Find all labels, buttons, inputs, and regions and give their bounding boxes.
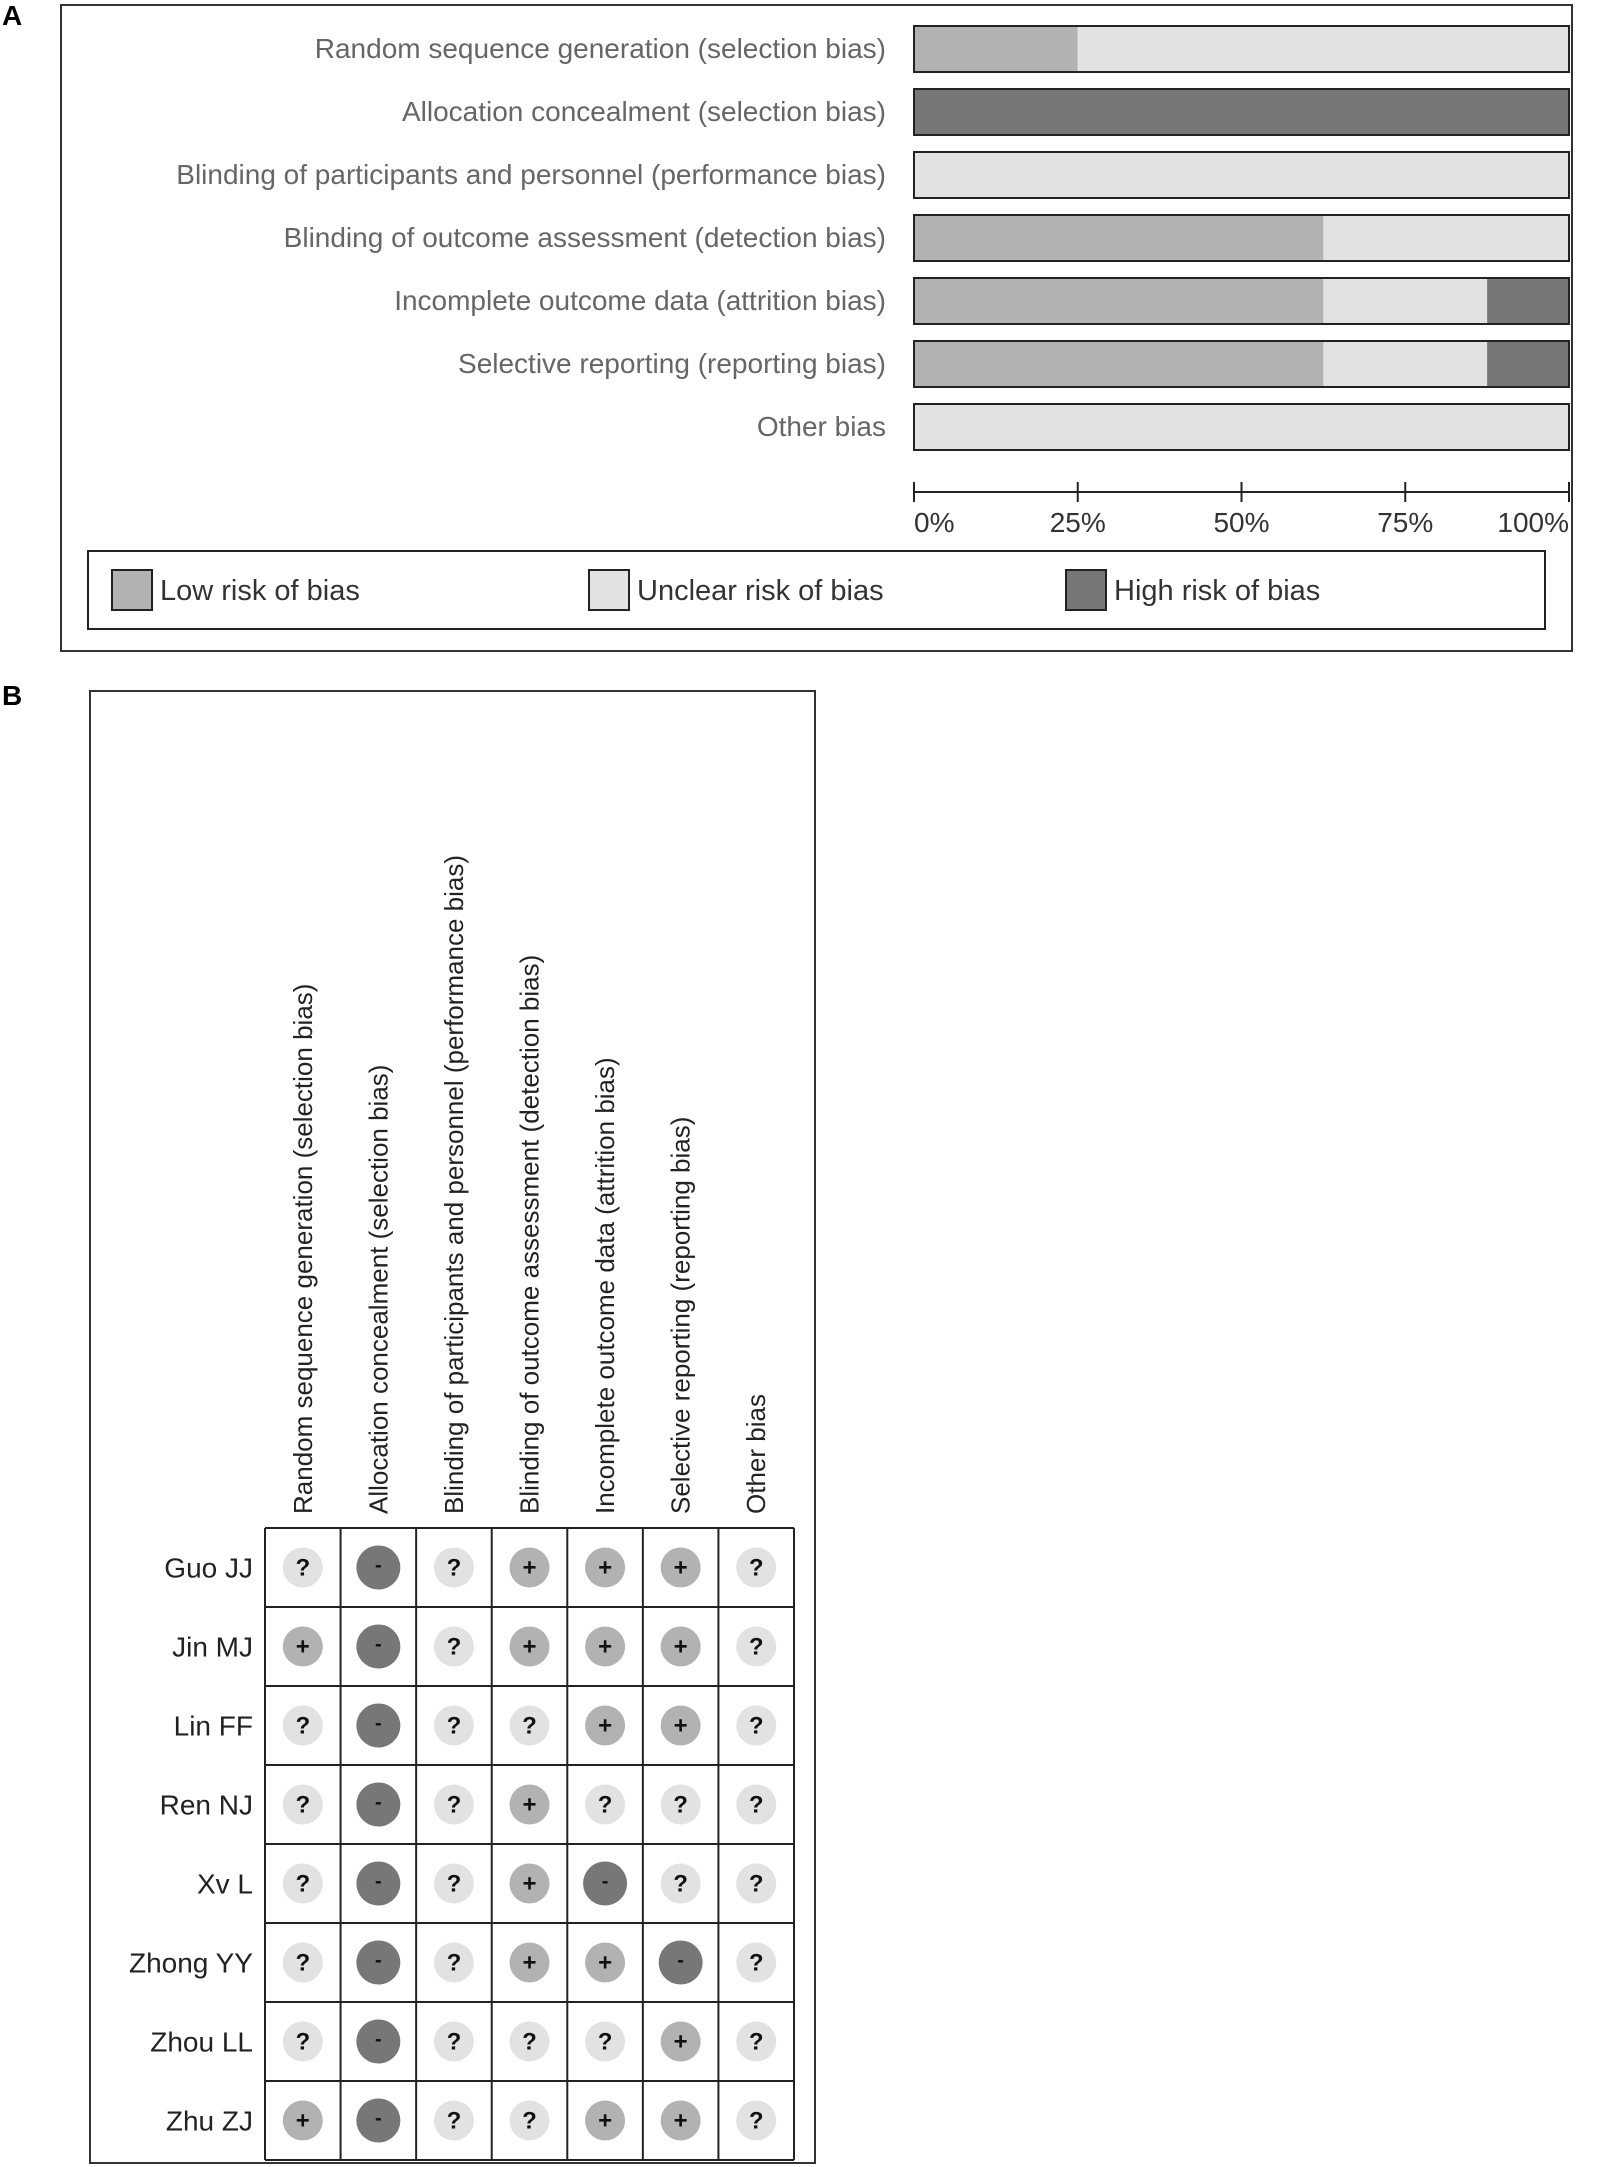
rating-cell (510, 2022, 550, 2062)
rating-cell (736, 1706, 776, 1746)
rating-cell (736, 1864, 776, 1904)
rating-cell (585, 1706, 625, 1746)
column-header: Selective reporting (reporting bias) (665, 1116, 696, 1514)
rating-symbol: + (673, 1554, 688, 1582)
rating-symbol: ? (295, 1554, 311, 1582)
rating-symbol: ? (748, 2107, 764, 2135)
rating-symbol: + (673, 2028, 688, 2056)
rating-symbol: ? (295, 1791, 311, 1819)
rating-cell (283, 1785, 323, 1825)
rating-symbol: ? (295, 2028, 311, 2056)
category-label: Allocation concealment (selection bias) (401, 96, 886, 127)
rating-symbol: ? (748, 1791, 764, 1819)
rating-cell (283, 2101, 323, 2141)
rating-symbol: + (295, 2107, 310, 2135)
rating-symbol: + (522, 1791, 537, 1819)
rating-symbol: ? (446, 1554, 462, 1582)
rating-symbol: ? (522, 2107, 537, 2135)
rating-symbol: ? (446, 1949, 462, 1977)
category-label: Blinding of outcome assessment (detection bias) (283, 222, 886, 253)
rating-symbol: + (598, 1633, 613, 1661)
column-header: Blinding of participants and personnel (performance bias) (438, 854, 469, 1514)
bar-segment (1487, 341, 1569, 387)
rating-cell (510, 1785, 550, 1825)
rating-cell (356, 1783, 400, 1827)
study-label: Zhou LL (150, 2026, 253, 2058)
study-label: Guo JJ (164, 1552, 253, 1584)
column-header: Blinding of outcome assessment (detection bias) (514, 954, 545, 1514)
legend-swatch (589, 570, 629, 610)
category-label: Selective reporting (reporting bias) (458, 348, 886, 379)
rating-symbol: + (295, 1633, 310, 1661)
rating-symbol: ? (522, 1712, 537, 1740)
rating-symbol: - (375, 1633, 382, 1656)
rating-symbol: ? (748, 1712, 764, 1740)
rating-cell (434, 1548, 474, 1588)
rating-cell (585, 1943, 625, 1983)
rating-cell (356, 1546, 400, 1590)
bar-segment (1323, 215, 1569, 261)
rating-symbol: + (673, 1633, 688, 1661)
x-tick-label: 100% (1497, 507, 1569, 538)
bar-segment (1487, 278, 1569, 324)
study-label: Xv L (196, 1868, 253, 1900)
x-tick-label: 0% (914, 507, 955, 538)
rating-symbol: + (522, 1870, 537, 1898)
rating-cell (434, 1706, 474, 1746)
rating-cell (434, 1943, 474, 1983)
rating-cell (356, 2099, 400, 2143)
rating-cell (585, 2022, 625, 2062)
x-tick-label: 50% (1213, 507, 1270, 538)
rating-cell (736, 1785, 776, 1825)
column-header: Random sequence generation (selection bias) (287, 983, 318, 1514)
rating-cell (736, 1943, 776, 1983)
rating-cell (661, 1706, 701, 1746)
rating-symbol: + (522, 1633, 537, 1661)
rating-symbol: - (375, 2107, 382, 2130)
rating-cell (585, 2101, 625, 2141)
rating-symbol: ? (446, 1712, 462, 1740)
rating-cell (434, 2022, 474, 2062)
rating-symbol: ? (446, 2028, 462, 2056)
bar-segment (1323, 278, 1487, 324)
rating-symbol: - (375, 2028, 382, 2051)
bar-segment (1323, 341, 1487, 387)
rating-cell (736, 1548, 776, 1588)
table-grid (265, 1528, 794, 2160)
rating-symbol: + (598, 1554, 613, 1582)
risk-of-bias-bar-chart (62, 6, 1571, 650)
rating-cell (736, 2101, 776, 2141)
column-header: Allocation concealment (selection bias) (363, 1064, 394, 1514)
rating-symbol: + (673, 1712, 688, 1740)
rating-cell (661, 1627, 701, 1667)
rating-cell (585, 1548, 625, 1588)
legend (88, 551, 1545, 629)
rating-symbol: + (522, 1554, 537, 1582)
rating-symbol: ? (673, 1791, 688, 1819)
rating-cell (661, 2022, 701, 2062)
column-header: Incomplete outcome data (attrition bias) (590, 1057, 621, 1514)
legend-label: Low risk of bias (160, 575, 360, 607)
rating-cell (510, 2101, 550, 2141)
panel-b-label: B (2, 680, 23, 711)
study-label: Lin FF (173, 1710, 253, 1742)
rating-symbol: + (522, 1949, 537, 1977)
rating-cell (434, 1785, 474, 1825)
rating-symbol: ? (748, 1870, 764, 1898)
rating-cell (510, 1706, 550, 1746)
rating-symbol: ? (748, 2028, 764, 2056)
study-label: Ren NJ (159, 1789, 253, 1821)
bar-segment (914, 152, 1569, 198)
rating-cell (661, 1548, 701, 1588)
rating-symbol: ? (446, 1870, 462, 1898)
bar-segment (914, 215, 1323, 261)
rating-cell (661, 1785, 701, 1825)
legend-swatch (112, 570, 152, 610)
bar-segment (914, 341, 1323, 387)
study-label: Zhu ZJ (165, 2105, 253, 2137)
category-label: Random sequence generation (selection bias) (314, 33, 886, 64)
rating-symbol: ? (446, 2107, 462, 2135)
bar-segment (914, 278, 1323, 324)
rating-symbol: ? (295, 1949, 311, 1977)
rating-cell (510, 1943, 550, 1983)
rating-symbol: ? (522, 2028, 537, 2056)
rating-cell (434, 1864, 474, 1904)
risk-of-bias-summary (89, 690, 816, 2164)
rating-cell (510, 1864, 550, 1904)
legend-label: High risk of bias (1114, 575, 1321, 607)
study-label: Zhong YY (128, 1947, 253, 1979)
rating-symbol: + (598, 1949, 613, 1977)
rating-symbol: - (375, 1712, 382, 1735)
rating-symbol: + (598, 1712, 613, 1740)
legend-swatch (1066, 570, 1106, 610)
rating-cell (736, 1627, 776, 1667)
rating-symbol: - (375, 1791, 382, 1814)
rating-symbol: ? (597, 2028, 613, 2056)
rating-symbol: + (673, 2107, 688, 2135)
rating-symbol: - (375, 1554, 382, 1577)
rating-cell (434, 2101, 474, 2141)
rating-cell (356, 1625, 400, 1669)
rating-cell (661, 2101, 701, 2141)
rating-cell (659, 1941, 703, 1985)
category-label: Other bias (756, 411, 886, 442)
rating-cell (283, 1943, 323, 1983)
rating-cell (585, 1785, 625, 1825)
rating-cell (736, 2022, 776, 2062)
panel-a-label: A (2, 0, 23, 31)
legend-label: Unclear risk of bias (637, 575, 884, 607)
rating-symbol: ? (446, 1633, 462, 1661)
category-label: Blinding of participants and personnel (performance bias) (176, 159, 886, 190)
bar-segment (914, 404, 1569, 450)
rating-symbol: ? (295, 1870, 311, 1898)
bar-segment (1078, 26, 1569, 72)
rating-cell (510, 1548, 550, 1588)
rating-cell (510, 1627, 550, 1667)
rating-symbol: - (375, 1870, 382, 1893)
study-label: Jin MJ (172, 1631, 253, 1663)
bar-segment (914, 26, 1078, 72)
rating-cell (583, 1862, 627, 1906)
rating-symbol: + (598, 2107, 613, 2135)
rating-cell (585, 1627, 625, 1667)
rating-symbol: ? (597, 1791, 613, 1819)
rating-symbol: - (677, 1949, 684, 1972)
rating-cell (283, 1627, 323, 1667)
rating-symbol: ? (748, 1633, 764, 1661)
risk-of-bias-summary-table (91, 692, 814, 2162)
rating-cell (283, 1706, 323, 1746)
rating-symbol: ? (748, 1554, 764, 1582)
rating-cell (283, 2022, 323, 2062)
rating-cell (434, 1627, 474, 1667)
rating-cell (356, 1704, 400, 1748)
rating-symbol: ? (446, 1791, 462, 1819)
category-label: Incomplete outcome data (attrition bias) (394, 285, 886, 316)
rating-cell (283, 1548, 323, 1588)
rating-cell (356, 1941, 400, 1985)
x-tick-label: 25% (1049, 507, 1106, 538)
rating-cell (283, 1864, 323, 1904)
rating-symbol: ? (295, 1712, 311, 1740)
rating-symbol: ? (748, 1949, 764, 1977)
rating-symbol: ? (673, 1870, 688, 1898)
x-tick-label: 75% (1377, 507, 1434, 538)
rating-symbol: - (375, 1949, 382, 1972)
rating-symbol: - (601, 1870, 609, 1893)
risk-of-bias-graph (60, 4, 1573, 652)
rating-cell (356, 1862, 400, 1906)
bar-segment (914, 89, 1569, 135)
rating-cell (661, 1864, 701, 1904)
column-header: Other bias (741, 1394, 772, 1514)
rating-cell (356, 2020, 400, 2064)
